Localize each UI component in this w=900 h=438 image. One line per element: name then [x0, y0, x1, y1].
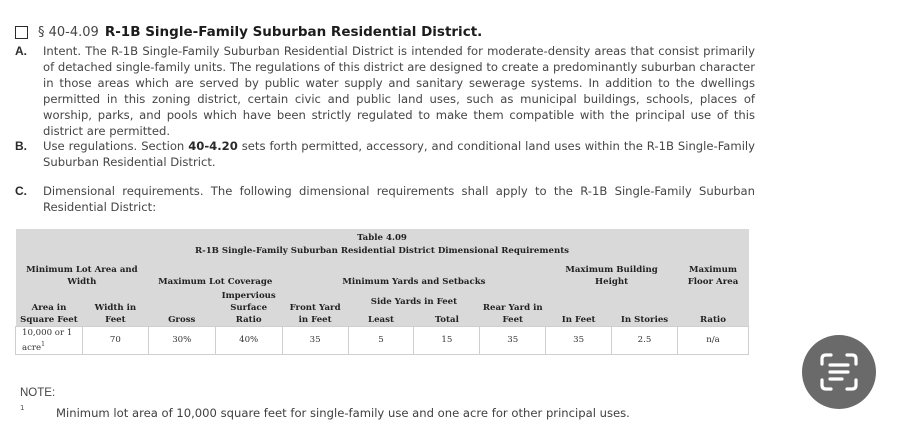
- cell-rear-yard: 35: [480, 326, 546, 354]
- paragraph-letter: A.: [15, 44, 27, 58]
- section-title: R-1B Single-Family Suburban Residential District.: [104, 24, 483, 40]
- paragraph-text: Dimensional requirements. The following dimensional requirements shall apply to the R-1B Single-Family Suburban Residential District:: [43, 184, 755, 214]
- table-row: [16, 326, 749, 354]
- footnote-marker: 1: [41, 340, 45, 348]
- cell-height-feet: 35: [546, 326, 612, 354]
- section-heading: [15, 24, 482, 40]
- col-width: Width in Feet: [82, 288, 148, 326]
- cell-area: 10,000 or 1 acre$^1$: [16, 326, 83, 354]
- group-max-coverage: Maximum Lot Coverage: [148, 258, 282, 288]
- subheader-side-yards: Side Yards in Feet: [348, 288, 480, 308]
- paragraph-text: Use regulations. Section 40-4.20 sets forth permitted, accessory, and conditional land uses within the R-1B Single-Family Suburban Residential District.: [43, 139, 755, 169]
- text-scan-icon: [818, 351, 860, 393]
- footnote-text: Minimum lot area of 10,000 square feet for single-family use and one acre for other principal uses.: [56, 406, 630, 420]
- col-height-stories: In Stories: [612, 288, 678, 326]
- section-link[interactable]: 40-4.20: [188, 139, 238, 153]
- col-side-total: Total: [414, 308, 480, 326]
- col-impervious: Impervious Surface Ratio: [215, 288, 282, 326]
- paragraph-b: [15, 138, 755, 170]
- col-gross: Gross: [148, 288, 215, 326]
- group-min-lot: Minimum Lot Area and Width: [16, 258, 149, 288]
- col-front-yard: Front Yard in Feet: [282, 288, 348, 326]
- group-min-yards: Minimum Yards and Setbacks: [282, 258, 546, 288]
- paragraph-a: [15, 43, 755, 139]
- col-side-least: Least: [348, 308, 414, 326]
- dimensional-requirements-table: [15, 229, 749, 369]
- paragraph-letter: B.: [15, 139, 27, 153]
- cell-width: 70: [82, 326, 148, 354]
- table-number: Table 4.09: [357, 233, 407, 243]
- cell-side-total: 15: [414, 326, 480, 354]
- section-number: § 40-4.09: [38, 24, 99, 40]
- paragraph-c: [15, 183, 755, 215]
- cell-side-least: 5: [348, 326, 414, 354]
- section-checkbox[interactable]: [15, 26, 28, 39]
- col-rear-yard: Rear Yard in Feet: [480, 288, 546, 326]
- group-max-height: Maximum Building Height: [546, 258, 678, 288]
- group-max-far: Maximum Floor Area: [677, 258, 748, 288]
- cell-gross: 30%: [148, 326, 215, 354]
- footnote-number: 1: [20, 404, 25, 412]
- cell-ratio: n/a: [677, 326, 748, 354]
- cell-front-yard: 35: [282, 326, 348, 354]
- text-scan-button[interactable]: [802, 335, 876, 409]
- col-ratio: Ratio: [677, 288, 748, 326]
- table-title: R-1B Single-Family Suburban Residential District Dimensional Requirements: [194, 246, 570, 256]
- note-label: NOTE:: [20, 387, 56, 399]
- paragraph-text: Intent. The R-1B Single-Family Suburban Residential District is intended for moderate-density areas that consist primarily of detached single-family units. The regulations of this district are designed to create a predominantly suburban character in those areas which are served by public water supply and sanitary sewerage systems. In addition to the dwellings permitted in this zoning district, certain civic and public land uses, such as municipal buildings, schools, places of worship, parks, and pools which have been strictly regulated to make them compatible with the principal use of this district are permitted.: [43, 44, 755, 138]
- col-area: Area in Square Feet: [16, 288, 83, 326]
- cell-impervious: 40%: [215, 326, 282, 354]
- paragraph-letter: C.: [15, 184, 27, 198]
- cell-height-stories: 2.5: [612, 326, 678, 354]
- table-caption: [16, 229, 749, 258]
- col-height-feet: In Feet: [546, 288, 612, 326]
